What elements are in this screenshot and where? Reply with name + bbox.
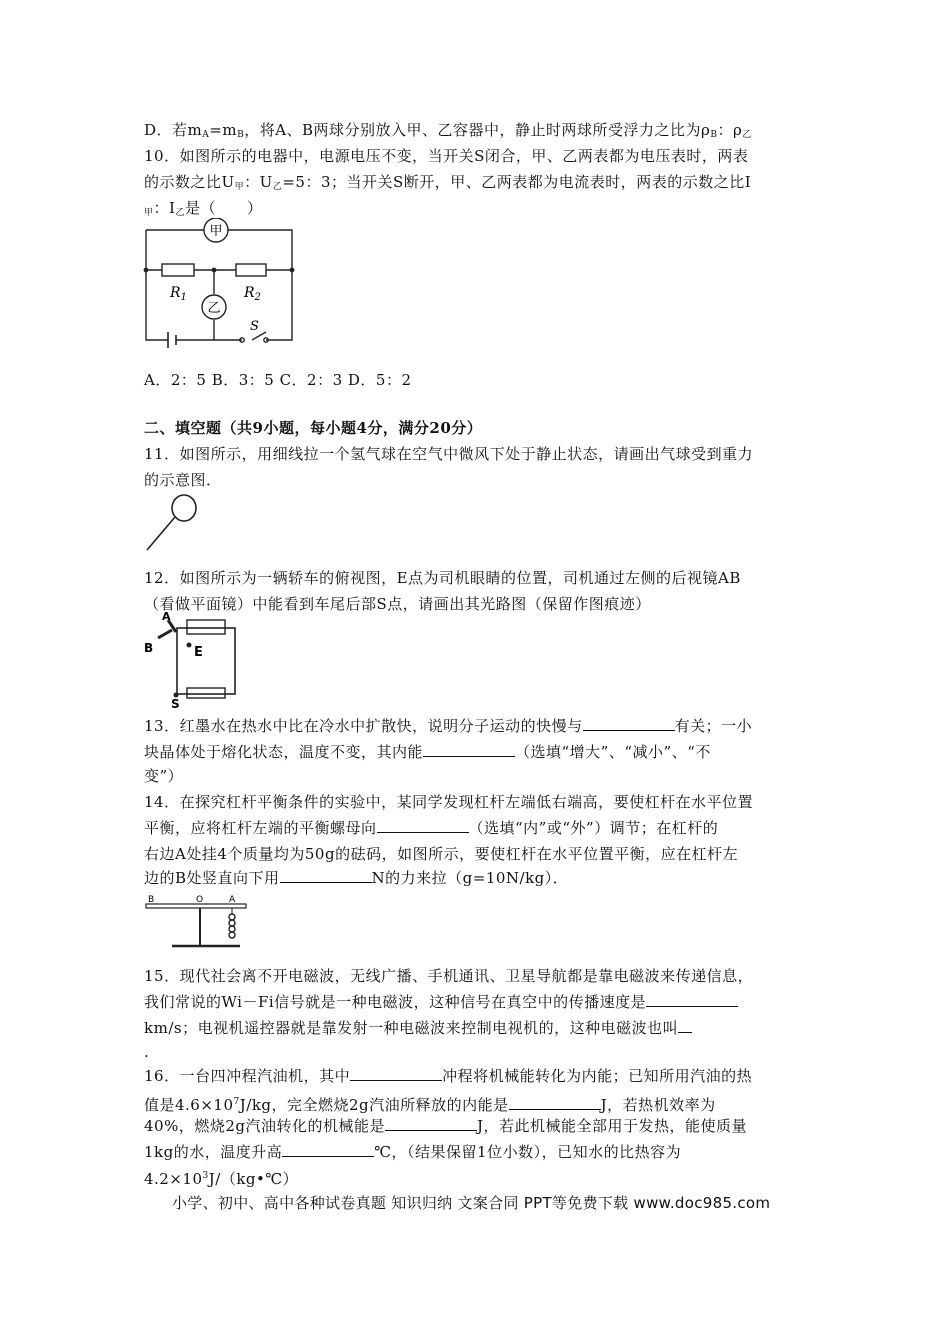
text: 16．一台四冲程汽油机，其中 bbox=[144, 1067, 351, 1085]
q15-line-4: . bbox=[144, 1043, 150, 1061]
subscript: 乙 bbox=[272, 182, 283, 192]
q15-line-1: 15．现代社会离不开电磁波，无线广播、手机通讯、卫星导航都是靠电磁波来传递信息， bbox=[144, 967, 754, 985]
text: ，将A、B两球分别放入甲、乙容器中，静止时两球所受浮力之比为ρ bbox=[244, 121, 711, 139]
text: ：I bbox=[153, 199, 176, 217]
q10-line-2 bbox=[144, 172, 751, 197]
answer-blank[interactable] bbox=[646, 992, 738, 1007]
q10-options: A．2：5 B．3：5 C．2：3 D．5：2 bbox=[144, 371, 412, 389]
q14-line-2 bbox=[144, 818, 718, 838]
subscript: B bbox=[237, 130, 245, 140]
subscript: 甲 bbox=[144, 208, 154, 218]
answer-blank[interactable] bbox=[350, 1066, 442, 1081]
text: 13．红墨水在热水中比在冷水中扩散快，说明分子运动的快慢与 bbox=[144, 717, 583, 735]
junction-dot bbox=[144, 268, 149, 273]
label-a: A bbox=[162, 612, 171, 623]
text: =5：3；当开关S断开，甲、乙两表都为电流表时，两表的示数之比I bbox=[282, 173, 752, 191]
lever-figure bbox=[144, 892, 252, 954]
answer-blank[interactable] bbox=[377, 818, 469, 833]
text: N的力来拉（g=10N/kg）． bbox=[371, 869, 569, 887]
answer-blank[interactable] bbox=[678, 1018, 692, 1033]
label-a: A bbox=[229, 895, 236, 905]
text: ：ρ bbox=[717, 121, 743, 139]
q15-line-2 bbox=[144, 992, 738, 1012]
q14-line-1: 14．在探究杠杆平衡条件的实验中，某同学发现杠杆左端低右端高，要使杠杆在水平位置 bbox=[144, 793, 754, 811]
text: 我们常说的Wi－Fi信号就是一种电磁波，这种信号在真空中的传播速度是 bbox=[144, 993, 647, 1011]
subscript: 甲 bbox=[234, 182, 245, 192]
q10-line-1: 10．如图所示的电器中，电源电压不变，当开关S闭合，甲、乙两表都为电压表时，两表 bbox=[144, 147, 749, 165]
q14-line-4 bbox=[144, 868, 568, 888]
text: 4.2×10 bbox=[144, 1170, 203, 1188]
text: 值是4.6×10 bbox=[144, 1096, 234, 1114]
r2-label: $R_2$ bbox=[244, 285, 261, 303]
car-top-view-figure bbox=[142, 612, 242, 708]
text: 平衡，应将杠杆左端的平衡螺母向 bbox=[144, 819, 377, 837]
q11-line-2: 的示意图． bbox=[144, 471, 222, 489]
text: J/（kg•℃） bbox=[208, 1170, 299, 1188]
label-e: E bbox=[194, 645, 203, 660]
text: 1kg的水，温度升高 bbox=[144, 1143, 283, 1161]
text: 冲程将机械能转化为内能；已知所用汽油的热 bbox=[442, 1067, 753, 1085]
r1-label: $R_1$ bbox=[170, 285, 187, 303]
text: 边的B处竖直向下用 bbox=[144, 869, 280, 887]
q13-line-2 bbox=[144, 742, 711, 762]
text: ：U bbox=[244, 173, 273, 191]
text: km/s；电视机遥控器就是靠发射一种电磁波来控制电视机的，这种电磁波也叫 bbox=[144, 1019, 679, 1037]
q11-line-1: 11．如图所示，用细线拉一个氢气球在空气中微风下处于静止状态，请画出气球受到重力 bbox=[144, 445, 754, 463]
subscript: A bbox=[202, 130, 210, 140]
q15-line-3 bbox=[144, 1018, 692, 1038]
meter-jia-label: 甲 bbox=[209, 224, 223, 239]
circuit-diagram bbox=[140, 218, 300, 358]
text: J，若此机械能全部用于发热，能使质量 bbox=[477, 1117, 748, 1135]
text: 40%，燃烧2g汽油转化的机械能是 bbox=[144, 1117, 385, 1135]
q12-line-2: （看做平面镜）中能看到车尾后部S点，请画出其光路图（保留作图痕迹） bbox=[144, 595, 651, 613]
page-footer: 小学、初中、高中各种试卷真题 知识归纳 文案合同 PPT等免费下载 www.doc985.com bbox=[172, 1194, 771, 1212]
text: （选填“增大”、“减小”、“不 bbox=[515, 743, 711, 761]
q13-line-3: 变”） bbox=[144, 767, 184, 785]
q12-line-1: 12．如图所示为一辆轿车的俯视图，E点为司机眼睛的位置，司机通过左侧的后视镜AB bbox=[144, 569, 741, 587]
q16-line-1 bbox=[144, 1066, 752, 1086]
q16-line-5 bbox=[144, 1166, 298, 1189]
superscript: 3 bbox=[202, 1171, 209, 1181]
balloon-figure bbox=[144, 492, 202, 554]
text: 有关；一小 bbox=[674, 717, 753, 735]
answer-blank[interactable] bbox=[385, 1116, 477, 1131]
junction-dot bbox=[290, 268, 295, 273]
junction-dot bbox=[212, 268, 217, 273]
text: （选填“内”或“外”）调节；在杠杆的 bbox=[468, 819, 719, 837]
text: =m bbox=[209, 121, 238, 139]
subscript: 乙 bbox=[742, 130, 752, 140]
answer-blank[interactable] bbox=[509, 1095, 601, 1110]
answer-blank[interactable] bbox=[280, 868, 372, 883]
q13-line-1 bbox=[144, 716, 752, 736]
superscript: 7 bbox=[233, 1097, 240, 1107]
meter-yi-label: 乙 bbox=[207, 301, 221, 316]
q16-line-4 bbox=[144, 1142, 681, 1162]
text: D．若m bbox=[144, 121, 203, 139]
q16-line-3 bbox=[144, 1116, 747, 1136]
switch-label: S bbox=[250, 319, 259, 334]
section-2-heading: 二、填空题（共9小题，每小题4分，满分20分） bbox=[144, 419, 483, 437]
label-s: S bbox=[171, 697, 180, 708]
text: 块晶体处于熔化状态，温度不变，其内能 bbox=[144, 743, 424, 761]
text: J，若热机效率为 bbox=[600, 1096, 716, 1114]
text: 是（ ） bbox=[184, 199, 263, 217]
label-o: O bbox=[196, 895, 204, 905]
q16-line-2 bbox=[144, 1092, 716, 1115]
point-e bbox=[187, 643, 192, 648]
q14-line-3: 右边A处挂4个质量均为50g的砝码，如图所示，要使杠杆在水平位置平衡，应在杠杆左 bbox=[144, 845, 739, 863]
text: ℃，（结果保留1位小数），已知水的比热容为 bbox=[374, 1143, 682, 1161]
subscript: 乙 bbox=[175, 208, 185, 218]
answer-blank[interactable] bbox=[282, 1142, 374, 1157]
option-d-line bbox=[144, 120, 752, 145]
label-b: B bbox=[144, 641, 154, 655]
label-b: B bbox=[148, 895, 155, 905]
subscript: B bbox=[710, 130, 718, 140]
text: J/kg，完全燃烧2g汽油所释放的内能是 bbox=[239, 1096, 509, 1114]
text: 的示数之比U bbox=[144, 173, 235, 191]
answer-blank[interactable] bbox=[583, 716, 675, 731]
answer-blank[interactable] bbox=[423, 742, 515, 757]
